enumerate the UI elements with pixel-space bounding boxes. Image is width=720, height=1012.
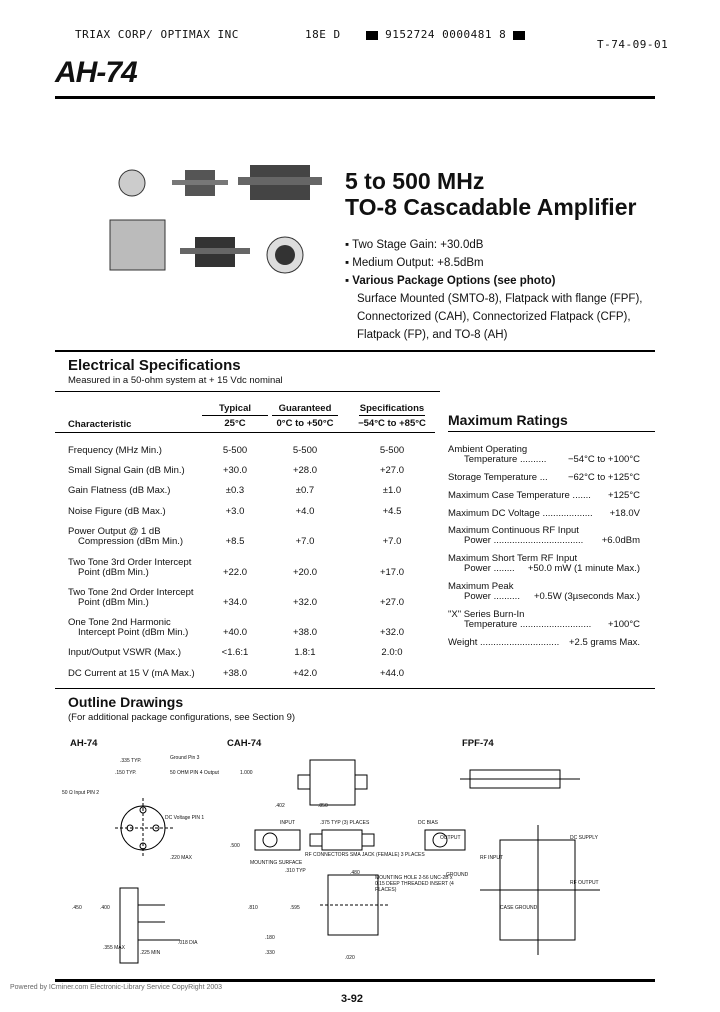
spec-value: +17.0: [379, 567, 405, 578]
drawing-label: RF OUTPUT: [570, 880, 599, 886]
divider: [55, 979, 655, 982]
outline-heading: Outline Drawings: [68, 694, 184, 710]
drawing-label: .375 TYP (3) PLACES: [320, 820, 370, 826]
product-name: TO-8 Cascadable Amplifier: [345, 194, 637, 220]
rating-value: +125°C: [607, 490, 640, 501]
package-desc: Connectorized (CAH), Connectorized Flatpack (CFP),: [357, 311, 631, 323]
drawing-label: RF CONNECTORS SMA JACK (FEMALE) 3 PLACES: [305, 852, 425, 858]
footer-credit: Powered by ICminer.com Electronic-Library Service CopyRight 2003: [10, 984, 223, 991]
drawing-label: GROUND: [446, 872, 469, 878]
rating-value: +50.0 mW (1 minute Max.): [527, 563, 640, 574]
spec-value: +7.0: [295, 536, 315, 547]
spec-label: Noise Figure (dB Max.): [68, 506, 166, 517]
spec-label: Two Tone 3rd Order Intercept: [68, 557, 192, 568]
spec-value: +42.0: [292, 668, 318, 679]
drawing-label: .018 DIA: [178, 940, 198, 946]
doc-ref: T-74-09-01: [597, 38, 669, 51]
col-header: Specifications: [359, 403, 425, 414]
drawing-label: 50 Ω Input PIN 2: [62, 790, 100, 796]
spec-value: +4.5: [382, 506, 402, 517]
divider: [55, 391, 440, 392]
outline-drawings: [60, 750, 660, 970]
rating-label: Maximum Case Temperature .......: [448, 490, 591, 501]
col-header: Guaranteed: [278, 403, 332, 414]
spec-value: +28.0: [292, 465, 318, 476]
drawing-label: MOUNTING SURFACE: [250, 860, 303, 866]
package-desc: Surface Mounted (SMTO-8), Flatpack with flange (FPF),: [357, 293, 643, 305]
rating-value: +6.0dBm: [601, 535, 640, 546]
drawing-label: DC SUPPLY: [570, 835, 598, 841]
rating-label: Power ..........: [464, 591, 520, 602]
mark-block: [513, 31, 525, 40]
drawing-label: MOUNTING HOLE 2-56 UNC-2B x 0.15 DEEP THREADED INSERT (4 PLACES): [375, 875, 454, 893]
spec-label: Small Signal Gain (dB Min.): [68, 465, 185, 476]
ratings-heading: Maximum Ratings: [448, 412, 568, 428]
drawing-title: CAH-74: [227, 738, 262, 749]
drawing-label: DC BIAS: [418, 820, 439, 826]
drawing-title: FPF-74: [462, 738, 494, 749]
drawing-label: RF INPUT: [480, 855, 504, 861]
spec-value: +3.0: [225, 506, 245, 517]
company-header: TRIAX CORP/ OPTIMAX INC: [75, 28, 239, 41]
drawing-label: .020: [345, 955, 355, 961]
spec-value: +34.0: [222, 597, 248, 608]
divider: [272, 415, 338, 416]
rating-label: Weight ..............................: [448, 637, 560, 648]
drawing-label: Ground Pin 3: [170, 755, 200, 761]
divider: [55, 96, 655, 99]
rating-value: +2.5 grams Max.: [568, 637, 640, 648]
product-freq: 5 to 500 MHz: [345, 168, 485, 194]
spec-value: 5-500: [292, 445, 318, 456]
feature-item: ▪ Various Package Options (see photo): [345, 275, 556, 287]
col-subheader: −54°C to +85°C: [358, 418, 426, 429]
spec-value: +7.0: [382, 536, 402, 547]
mark-block: [366, 31, 378, 40]
rating-value: +100°C: [607, 619, 640, 630]
spec-value: +38.0: [222, 668, 248, 679]
code-2: [366, 28, 525, 41]
spec-value: 5-500: [379, 445, 405, 456]
drawing-label: CASE GROUND: [500, 905, 538, 911]
spec-label: One Tone 2nd Harmonic: [68, 617, 171, 628]
drawing-label: .355 MAX: [103, 945, 125, 951]
spec-value: +30.0: [222, 465, 248, 476]
spec-value: 1.8:1: [294, 647, 316, 658]
drawing-label: .180: [265, 935, 275, 941]
electrical-subtitle: Measured in a 50-ohm system at + 15 Vdc nominal: [68, 375, 283, 386]
spec-value: +38.0: [292, 627, 318, 638]
drawing-label: OUTPUT: [440, 835, 461, 841]
rating-value: −62°C to +125°C: [567, 472, 640, 483]
rating-value: +0.5W (3µseconds Max.): [533, 591, 640, 602]
drawing-label: .225 MIN: [140, 950, 161, 956]
drawing-label: .310 TYP: [285, 868, 306, 874]
spec-label: Input/Output VSWR (Max.): [68, 647, 181, 658]
drawing-label: .402: [275, 803, 285, 809]
spec-value: +40.0: [222, 627, 248, 638]
rating-label: Maximum Peak: [448, 581, 514, 592]
rating-label: Power ........: [464, 563, 515, 574]
spec-label: Intercept Point (dBm Min.): [78, 627, 189, 638]
spec-value: ±0.3: [225, 485, 245, 496]
col-subheader: 25°C: [224, 418, 246, 429]
rating-label: Maximum Short Term RF Input: [448, 553, 578, 564]
rating-value: −54°C to +100°C: [567, 454, 640, 465]
drawing-label: 1.000: [240, 770, 253, 776]
drawing-label: 50 OHM PIN 4 Output: [170, 770, 219, 776]
rating-label: "X" Series Burn-In: [448, 609, 525, 620]
package-photo: [100, 145, 340, 285]
spec-label: Frequency (MHz Min.): [68, 445, 162, 456]
spec-value: +8.5: [225, 536, 245, 547]
col-header: Typical: [218, 403, 252, 414]
spec-value: 2.0:0: [381, 647, 403, 658]
drawing-label: .400: [100, 905, 110, 911]
rating-label: Ambient Operating: [448, 444, 528, 455]
drawing-label: .150 TYP.: [115, 770, 137, 776]
drawing-label: .330: [265, 950, 275, 956]
feature-item: ▪ Medium Output: +8.5dBm: [345, 257, 484, 269]
spec-value: <1.6:1: [221, 647, 249, 658]
spec-label: Compression (dBm Min.): [78, 536, 184, 547]
drawing-label: DC Voltage PIN 1: [165, 815, 205, 821]
col-subheader: 0°C to +50°C: [276, 418, 334, 429]
feature-list: [345, 236, 642, 344]
rating-label: Maximum Continuous RF Input: [448, 525, 579, 536]
spec-value: 5-500: [222, 445, 248, 456]
rating-label: Maximum DC Voltage ...................: [448, 508, 593, 519]
code-2-text: 9152724 0000481 8: [385, 28, 507, 41]
spec-label: Gain Flatness (dB Max.): [68, 485, 171, 496]
drawing-label: .850: [318, 803, 328, 809]
spec-value: +20.0: [292, 567, 318, 578]
page-number: 3-92: [341, 993, 364, 1005]
drawing-label: .480: [350, 870, 360, 876]
spec-value: ±1.0: [382, 485, 402, 496]
divider: [55, 688, 655, 689]
outline-subtitle: (For additional package configurations, see Section 9): [68, 712, 296, 723]
drawing-label: .220 MAX: [170, 855, 192, 861]
drawing-label: .450: [72, 905, 82, 911]
spec-label: Point (dBm Min.): [78, 597, 149, 608]
drawing-label: .500: [230, 843, 240, 849]
spec-value: +44.0: [379, 668, 405, 679]
spec-value: +27.0: [379, 597, 405, 608]
drawing-title: AH-74: [70, 738, 98, 749]
divider: [55, 432, 435, 433]
divider: [55, 350, 655, 352]
spec-label: Point (dBm Min.): [78, 567, 149, 578]
drawing-label: .595: [290, 905, 300, 911]
rating-label: Temperature ...........................: [464, 619, 592, 630]
drawing-label: .335 TYP.: [120, 758, 142, 764]
package-desc: Flatpack (FP), and TO-8 (AH): [357, 329, 508, 341]
feature-item: ▪ Two Stage Gain: +30.0dB: [345, 239, 484, 251]
model-title: AH-74: [55, 56, 137, 89]
drawing-label: INPUT: [280, 820, 295, 826]
spec-value: +32.0: [292, 597, 318, 608]
spec-value: +27.0: [379, 465, 405, 476]
spec-value: +4.0: [295, 506, 315, 517]
rating-label: Power ..................................: [464, 535, 584, 546]
spec-label: Power Output @ 1 dB: [68, 526, 161, 537]
spec-value: ±0.7: [295, 485, 315, 496]
electrical-heading: Electrical Specifications: [68, 357, 241, 374]
spec-label: Two Tone 2nd Order Intercept: [68, 587, 194, 598]
rating-value: +18.0V: [609, 508, 640, 519]
code-1: 18E D: [305, 28, 341, 41]
divider: [448, 431, 655, 432]
divider: [202, 415, 268, 416]
rating-label: Temperature ..........: [464, 454, 547, 465]
rating-label: Storage Temperature ...: [448, 472, 548, 483]
spec-value: +32.0: [379, 627, 405, 638]
divider: [359, 415, 425, 416]
spec-value: +22.0: [222, 567, 248, 578]
spec-label: DC Current at 15 V (mA Max.): [68, 668, 195, 679]
col-characteristic: Characteristic: [68, 419, 132, 430]
drawing-label: .810: [248, 905, 258, 911]
